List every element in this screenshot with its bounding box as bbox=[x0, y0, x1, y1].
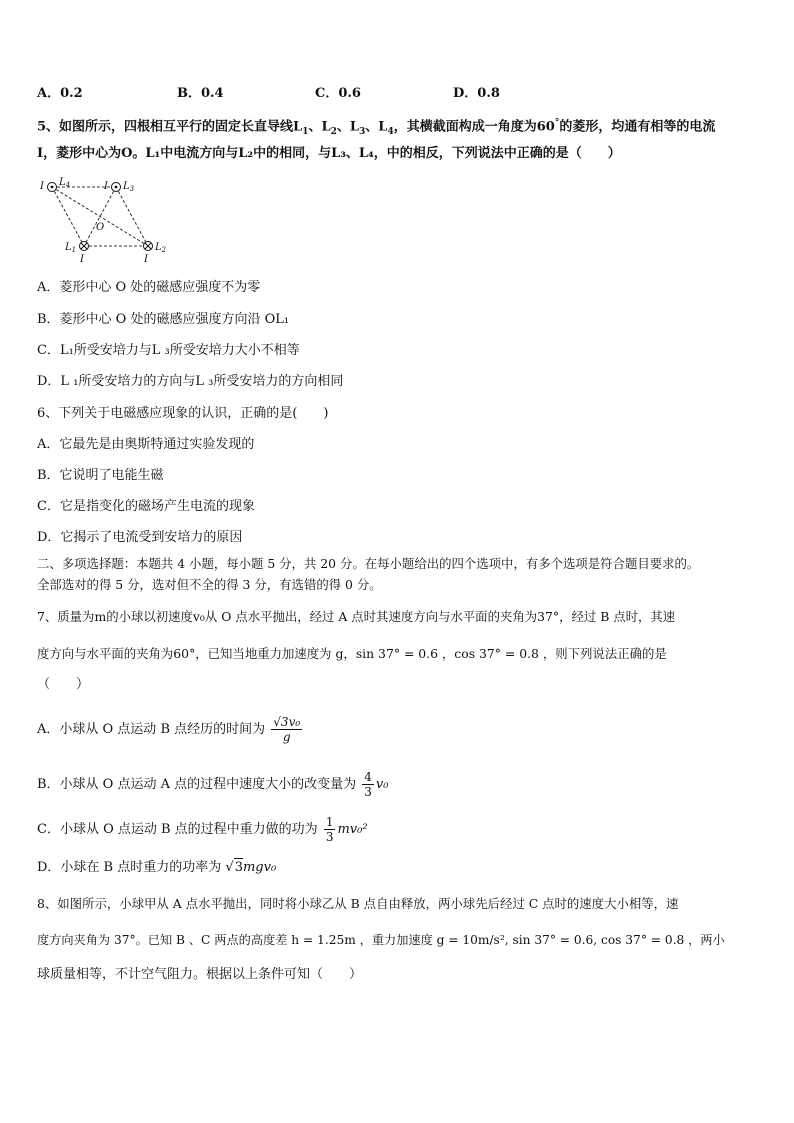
q5-sub: 4 bbox=[387, 126, 394, 137]
q5-degree: ° bbox=[554, 118, 560, 128]
q4-option-a: A．0.2 bbox=[37, 86, 83, 101]
label-l3-sub: 3 bbox=[129, 185, 135, 193]
wire-l3-dot-icon bbox=[112, 183, 121, 192]
label-i-top-middle: I bbox=[104, 181, 108, 192]
q7-option-c-tail: mv₀² bbox=[337, 822, 368, 837]
q7-option-c-text: C．小球从 O 点运动 B 点的过程中重力做的功为 bbox=[37, 822, 318, 837]
q4-options bbox=[37, 82, 637, 100]
q6-option-b: B．它说明了电能生磁 bbox=[37, 468, 164, 483]
q7-option-a bbox=[37, 715, 304, 744]
q8-stem-line1: 8、如图所示，小球甲从 A 点水平抛出，同时将小球乙从 B 点自由释放，两小球先后经过 C 点时的速度大小相等，速 bbox=[37, 896, 679, 911]
section2-heading-line1: 二、多项选择题：本题共 4 小题，每小题 5 分，共 20 分。在每小题给出的四个选项中，有多个选项是符合题目要求的。 bbox=[37, 556, 700, 571]
label-l2-sub: 2 bbox=[161, 246, 167, 254]
q7-option-a-denominator: g bbox=[282, 730, 291, 744]
q5-stem-part: 、L bbox=[336, 119, 360, 135]
q7-option-d-tail: mgv₀ bbox=[242, 860, 277, 875]
q7-option-a-text: A．小球从 O 点运动 B 点经历的时间为 bbox=[37, 722, 266, 737]
q5-stem-line1 bbox=[37, 114, 715, 141]
diagonal-l4-l2 bbox=[52, 187, 148, 246]
q7-option-c-numerator: 1 bbox=[325, 815, 334, 829]
edge-l4-l1 bbox=[52, 187, 84, 246]
q7-option-b-denominator: 3 bbox=[364, 785, 372, 799]
q5-rhombus-figure bbox=[37, 172, 177, 264]
q8-stem-line2: 度方向夹角为 37°。已知 B 、C 两点的高度差 h = 1.25m ，重力加速度 g = 10m/s², sin 37° = 0.6, cos 37° = 0.8 ，两小 bbox=[37, 933, 725, 947]
label-l1-letter: L bbox=[65, 242, 72, 253]
label-i-top-left: I bbox=[40, 181, 44, 192]
q5-stem-part: 、L bbox=[308, 119, 331, 135]
q5-stem-part: 的菱形，均通有相等的电流 bbox=[559, 119, 716, 135]
q6-option-d: D．它揭示了电流受到安培力的原因 bbox=[37, 530, 243, 545]
q4-option-c: C．0.6 bbox=[315, 86, 361, 101]
q6-stem: 6、下列关于电磁感应现象的认识，正确的是( ) bbox=[37, 406, 329, 421]
q7-option-d bbox=[37, 858, 276, 877]
q7-option-d-text: D．小球在 B 点时重力的功率为 bbox=[37, 860, 222, 875]
q5-stem-line2: I，菱形中心为O。L₁中电流方向与L₂中的相同，与L₃、L₄，中的相反，下列说法中正确的是（ ） bbox=[37, 146, 621, 161]
q7-option-c bbox=[37, 815, 368, 844]
label-l2 bbox=[154, 242, 167, 254]
label-l1 bbox=[64, 242, 76, 254]
q5-stem-part: ，其横截面构成一角度为60 bbox=[393, 119, 555, 135]
q7-stem-line1: 7、质量为m的小球以初速度v₀从 O 点水平抛出，经过 A 点时其速度方向与水平面的夹角为37°，经过 B 点时，其速 bbox=[37, 609, 676, 624]
q5-option-c: C．L₁所受安培力与L ₃所受安培力大小不相等 bbox=[37, 343, 300, 358]
q7-option-a-numerator: √3v₀ bbox=[273, 715, 301, 729]
q7-option-c-fraction bbox=[324, 815, 336, 844]
q7-option-c-denominator: 3 bbox=[325, 830, 334, 844]
q5-option-b: B．菱形中心 O 处的磁感应强度方向沿 OL₁ bbox=[37, 312, 290, 327]
q4-option-d: D．0.8 bbox=[453, 86, 500, 101]
q5-option-d: D．L ₁所受安培力的方向与L ₃所受安培力的方向相同 bbox=[37, 374, 344, 389]
q5-sub: 1 bbox=[302, 126, 309, 137]
q7-stem-line3: （ ） bbox=[37, 677, 90, 692]
q5-option-a: A．菱形中心 O 处的磁感应强度不为零 bbox=[37, 280, 261, 295]
label-l4-letter: L bbox=[59, 177, 66, 188]
label-l1-sub: 1 bbox=[71, 246, 77, 254]
q8-stem-line3: 球质量相等，不计空气阻力。根据以上条件可知（ ） bbox=[37, 967, 363, 982]
q5-sub: 3 bbox=[359, 126, 366, 137]
rhombus-lines bbox=[52, 187, 148, 246]
label-l4-sub: 4 bbox=[65, 181, 71, 189]
q7-stem-line2: 度方向与水平面的夹角为60°，已知当地重力加速度为 g，sin 37° = 0.6 ，cos 37° = 0.8 ，则下列说法正确的是 bbox=[37, 646, 667, 661]
q6-option-a: A．它最先是由奥斯特通过实验发现的 bbox=[37, 437, 255, 452]
q7-option-b-text: B．小球从 O 点运动 A 点的过程中速度大小的改变量为 bbox=[37, 777, 357, 792]
q7-option-b-numerator: 4 bbox=[364, 770, 372, 784]
q7-option-d-sqrt: √3 bbox=[225, 860, 243, 875]
label-center-o: O bbox=[96, 222, 105, 233]
q5-stem-part: 5、如图所示，四根相互平行的固定长直导线L bbox=[37, 119, 303, 135]
label-l4 bbox=[58, 177, 70, 189]
q7-option-b-fraction bbox=[362, 770, 374, 799]
label-l3-letter: L bbox=[123, 181, 130, 192]
edge-l3-l2 bbox=[116, 187, 148, 246]
q7-option-b bbox=[37, 770, 388, 799]
label-l3 bbox=[122, 181, 135, 193]
q6-option-c: C．它是指变化的磁场产生电流的现象 bbox=[37, 499, 255, 514]
q4-option-b: B．0.4 bbox=[177, 86, 224, 101]
q7-option-d-radicand: 3 bbox=[234, 860, 243, 875]
section2-heading-line2: 全部选对的得 5 分，选对但不全的得 3 分，有选错的得 0 分。 bbox=[37, 577, 382, 592]
q7-option-b-tail: v₀ bbox=[375, 777, 389, 792]
wire-l1-cross-icon bbox=[80, 242, 89, 251]
q5-stem-part: 、L bbox=[365, 119, 388, 135]
wire-l4-dot-icon bbox=[48, 183, 57, 192]
q5-sub: 2 bbox=[330, 126, 337, 137]
q7-option-a-fraction bbox=[271, 715, 302, 744]
wire-l2-cross-icon bbox=[144, 242, 153, 251]
label-l2-letter: L bbox=[155, 242, 162, 253]
label-i-bottom-right: I bbox=[144, 254, 148, 264]
label-i-bottom-left: I bbox=[80, 254, 84, 264]
